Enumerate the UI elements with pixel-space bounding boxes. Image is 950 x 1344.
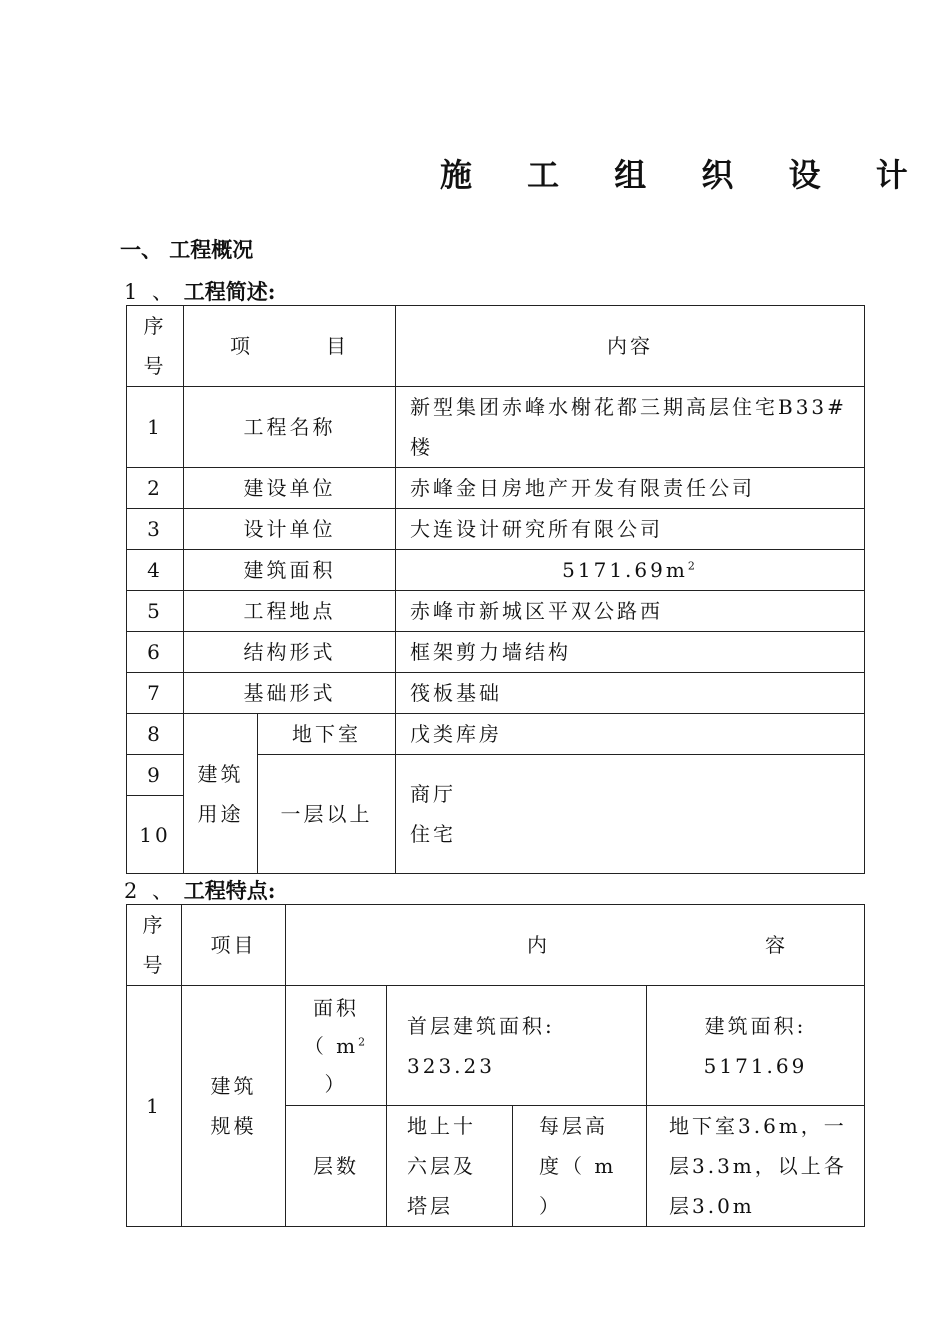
- total-area: [647, 986, 865, 1106]
- row-no: 1: [127, 387, 184, 468]
- row-item: 结构形式: [184, 632, 396, 673]
- row-value: 筏板基础: [396, 673, 865, 714]
- row-item: 建设单位: [184, 468, 396, 509]
- first-floor-value: 323.23: [407, 1053, 495, 1078]
- header-content: 内容: [396, 306, 865, 387]
- header-content: 内 容: [286, 905, 865, 986]
- first-floor-area: [387, 986, 647, 1106]
- row-value: 赤峰市新城区平双公路西: [396, 591, 865, 632]
- header-no: 序号: [127, 306, 184, 387]
- row-value: 大连设计研究所有限公司: [396, 509, 865, 550]
- subsection-number: 1 、: [124, 280, 178, 304]
- row-no: 5: [127, 591, 184, 632]
- usage-upper-value: [396, 755, 865, 874]
- row-item: 工程地点: [184, 591, 396, 632]
- row-value: 框架剪力墙结构: [396, 632, 865, 673]
- usage-basement: 地下室: [258, 714, 396, 755]
- subsection-number: 2 、: [124, 879, 178, 903]
- usage-basement-value: 戊类库房: [396, 714, 865, 755]
- first-floor-label: 首层建筑面积:: [407, 1013, 555, 1038]
- subsection-title: 工程特点:: [183, 878, 276, 903]
- subsection-title: 工程简述:: [183, 279, 276, 304]
- row-no: 6: [127, 632, 184, 673]
- header-no: 序号: [127, 905, 182, 986]
- usage-group-label: 建筑用途: [184, 714, 258, 874]
- row-no: 1: [127, 986, 182, 1227]
- subsection-heading-1: [124, 276, 276, 306]
- section-heading: 一、 工程概况: [120, 237, 254, 262]
- usage-upper: 一层以上: [258, 755, 396, 874]
- document-title: 施 工 组 织 设 计: [440, 156, 930, 194]
- floors-label: 层数: [286, 1106, 387, 1227]
- row-item: 建筑面积: [184, 550, 396, 591]
- row-no: 4: [127, 550, 184, 591]
- total-area-value: 5171.69: [703, 1053, 808, 1078]
- usage-upper-value-1: 商厅: [410, 782, 456, 806]
- total-area-label: 建筑面积:: [704, 1013, 807, 1038]
- row-item: 基础形式: [184, 673, 396, 714]
- row-value-area: $5171.69m^2$: [396, 550, 865, 591]
- row-no: 10: [127, 796, 184, 874]
- floors-value: 地上十六层及塔层: [387, 1106, 513, 1227]
- row-no: 2: [127, 468, 184, 509]
- height-value: 地下室3.6m，一层3.3m，以上各层3.0m: [647, 1106, 865, 1227]
- project-summary-table: [126, 305, 865, 874]
- row-value: 赤峰金日房地产开发有限责任公司: [396, 468, 865, 509]
- area-label: 面积 （ $m^2$ ）: [286, 986, 387, 1106]
- usage-upper-value-2: 住宅: [410, 822, 456, 846]
- project-features-table: [126, 904, 865, 1227]
- header-item: 项目: [182, 905, 286, 986]
- row-item: 工程名称: [184, 387, 396, 468]
- row-value: 新型集团赤峰水榭花都三期高层住宅B33#楼: [396, 387, 865, 468]
- row-item: 设计单位: [184, 509, 396, 550]
- row-no: 9: [127, 755, 184, 796]
- row-no: 3: [127, 509, 184, 550]
- header-item: 项 目: [184, 306, 396, 387]
- height-label: 每层高度（ m ）: [513, 1106, 647, 1227]
- subsection-heading-2: [124, 875, 276, 905]
- row-no: 8: [127, 714, 184, 755]
- row-no: 7: [127, 673, 184, 714]
- row-item: 建筑规模: [182, 986, 286, 1227]
